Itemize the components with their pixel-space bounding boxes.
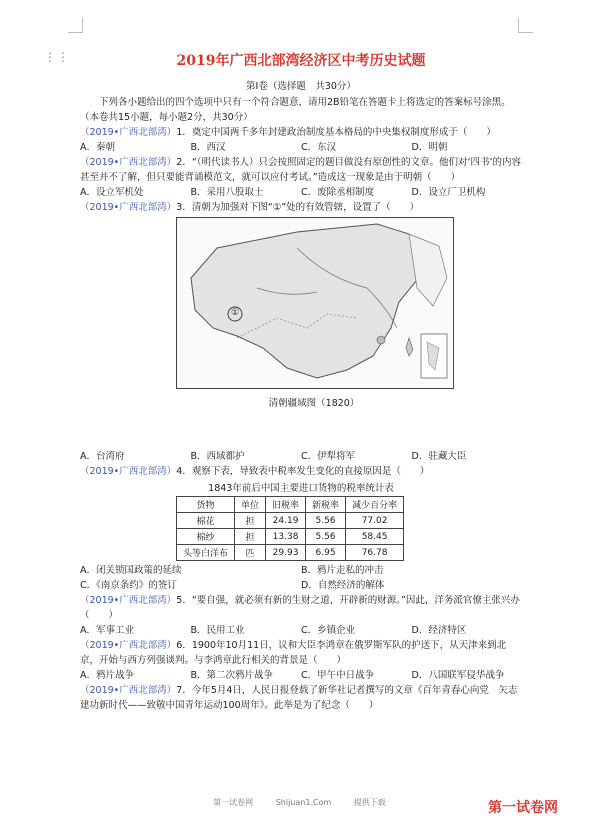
question-options: [80, 563, 522, 578]
question-6: [80, 638, 522, 683]
table-header: 新税率: [306, 497, 346, 513]
question-options: [80, 185, 522, 200]
question-options: [80, 668, 522, 683]
site-logo: 第一试卷网: [488, 800, 558, 816]
question-source: （2019•广西北部湾）: [80, 157, 177, 168]
option: A．台湾府: [80, 451, 125, 462]
question-stem: 6．1900年10月11日，议和大臣李鸿章在俄罗斯军队的护送下，从天津来到北京，开始与西方列强谈判。与李鸿章此行相关的背景是（ ）: [80, 640, 507, 666]
table-header-row: [177, 497, 404, 513]
question-3: [80, 200, 522, 464]
table-cell: 5.56: [306, 529, 346, 545]
question-2: [80, 155, 522, 200]
map-illustration: [177, 218, 453, 388]
table-row: [177, 545, 404, 561]
question-stem: 7．今年5月4日，人民日报登载了新华社记者撰写的文章《百年青春心向党 矢志建功新时代——致敬中国青年运动100周年》。此举是为了纪念（ ）: [80, 685, 518, 711]
drag-handle-icon[interactable]: ⋮⋮: [44, 50, 70, 64]
table-cell: 76.78: [346, 545, 404, 561]
crop-mark-top-left: [68, 18, 83, 33]
crop-mark-top-right: [518, 18, 533, 33]
table-cell: 24.19: [266, 513, 306, 529]
option: B．西汉: [190, 142, 226, 153]
option: A．鸦片战争: [80, 670, 134, 681]
question-options: [80, 623, 522, 638]
document-body: [80, 50, 522, 713]
map-figure: [176, 217, 452, 409]
option: B．鸦片走私的冲击: [301, 565, 384, 576]
table-row: [177, 529, 404, 545]
table-header: 单位: [235, 497, 266, 513]
question-source: （2019•广西北部湾）: [80, 595, 177, 606]
question-source: （2019•广西北部湾）: [80, 685, 177, 696]
option: A．设立军机处: [80, 187, 144, 198]
table-cell: 匹: [235, 545, 266, 561]
map-marker: ①: [231, 308, 240, 318]
table-cell: 29.93: [266, 545, 306, 561]
map-caption: 清朝疆域图（1820）: [268, 398, 360, 409]
option: D．经济特区: [411, 625, 467, 636]
table-header: 货物: [177, 497, 235, 513]
option: A．闭关锁国政策的延续: [80, 565, 182, 576]
tax-rate-table: [176, 496, 404, 561]
question-stem: 3．清朝为加强对下图“①”处的有效管辖，设置了（ ）: [176, 202, 420, 213]
option: B．西域都护: [190, 451, 245, 462]
option: D．自然经济的解体: [301, 580, 385, 591]
question-4: [80, 464, 522, 593]
document-title: 2019年广西北部湾经济区中考历史试题: [176, 53, 426, 69]
option: D．驻藏大臣: [411, 451, 467, 462]
option: C．东汉: [301, 142, 337, 153]
question-7: [80, 683, 522, 713]
option: A．秦朝: [80, 142, 115, 153]
table-cell: 担: [235, 529, 266, 545]
footer-left: 第一试卷网: [213, 798, 254, 807]
question-1: [80, 125, 522, 155]
table-cell: 13.38: [266, 529, 306, 545]
question-source: （2019•广西北部湾）: [80, 640, 177, 651]
question-5: [80, 593, 522, 638]
option: C．乡镇企业: [301, 625, 356, 636]
question-stem: 5．“要自强，就必须有新的生财之道，开辟新的财源。”因此，洋务派官僚主张兴办（ ）: [80, 595, 520, 621]
table-cell: 担: [235, 513, 266, 529]
section-header: 第Ⅰ卷（选择题 共30分）: [246, 81, 356, 92]
option: A．军事工业: [80, 625, 134, 636]
option: B．采用八股取士: [190, 187, 264, 198]
table-cell: 棉纱: [177, 529, 235, 545]
table-cell: 77.02: [346, 513, 404, 529]
table-caption: 1843年前后中国主要进口货物的税率统计表: [208, 483, 394, 494]
question-stem: 1．奠定中国两千多年封建政治制度基本格局的中央集权制度形成于（ ）: [176, 127, 496, 138]
question-stem: 4．观察下表，导致表中税率发生变化的直接原因是（ ）: [176, 466, 430, 477]
table-cell: 58.45: [346, 529, 404, 545]
qing-map-image: [176, 217, 454, 389]
instructions: 下列各小题给出的四个选项中只有一个符合题意，请用2B铅笔在答题卡上将选定的答案标号涂黑。（本卷共15小题，每小题2分，共30分）: [80, 97, 511, 123]
option: B．民用工业: [190, 625, 245, 636]
option: C．甲午中日战争: [301, 670, 375, 681]
question-source: （2019•广西北部湾）: [80, 466, 177, 477]
table-cell: 棉花: [177, 513, 235, 529]
question-options: [80, 449, 522, 464]
question-source: （2019•广西北部湾）: [80, 202, 177, 213]
table-cell: 5.56: [306, 513, 346, 529]
footer-middle: Shijuan1.Com: [275, 798, 332, 807]
option: D．八国联军侵华战争: [411, 670, 505, 681]
option: C．废除丞相制度: [301, 187, 375, 198]
option: C．《南京条约》的签订: [80, 580, 177, 591]
footer-right: 提供下载: [353, 798, 386, 807]
table-cell: 头等白洋布: [177, 545, 235, 561]
question-source: （2019•广西北部湾）: [80, 127, 177, 138]
question-options: [80, 578, 522, 593]
option: D．设立厂卫机构: [411, 187, 486, 198]
table-row: [177, 513, 404, 529]
table-header: 旧税率: [266, 497, 306, 513]
option: C．伊犁将军: [301, 451, 356, 462]
question-options: [80, 140, 522, 155]
table-header: 减少百分率: [346, 497, 404, 513]
question-stem: 2．“（明代读书人）只会按照固定的题目做没有原创性的文章。他们对‘四书’的内容甚至并不了解，但只要能背诵模范文，就可以应付考试。”造成这一现象是由于明朝（ ）: [80, 157, 522, 183]
table-cell: 6.95: [306, 545, 346, 561]
option: D．明朝: [411, 142, 448, 153]
option: B．第二次鸦片战争: [190, 670, 274, 681]
